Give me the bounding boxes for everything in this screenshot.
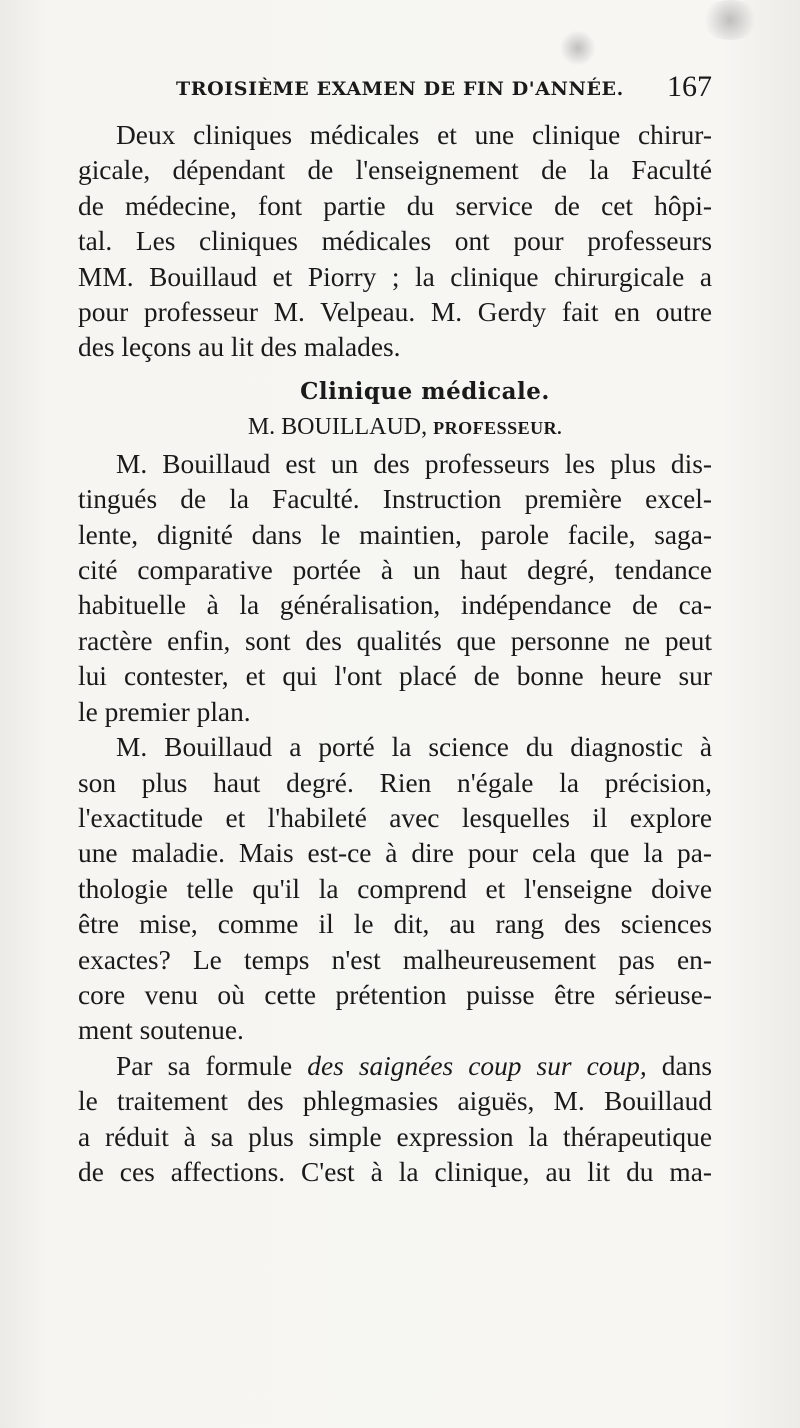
- page-number: 167: [667, 70, 712, 103]
- paragraph-intro: [78, 118, 712, 366]
- text-line: thologie telle qu'il la comprend et l'enseigne doive: [78, 873, 712, 904]
- text-line: Deux cliniques médicales et une clinique chirur-: [116, 120, 712, 150]
- text-line: lente, dignité dans le maintien, parole facile, saga-: [78, 519, 712, 550]
- professor-name: M. BOUILLAUD,: [247, 413, 428, 440]
- paragraph-diagnostic: [78, 730, 712, 1049]
- text-line: de médecine, font partie du service de cet hôpi-: [78, 190, 712, 221]
- section-heading: Clinique médicale.: [300, 377, 550, 405]
- text-line: lui contester, et qui l'ont placé de bonne heure sur: [78, 661, 712, 692]
- text-line: core venu où cette prétention puisse être sérieuse-: [78, 979, 712, 1010]
- professor-heading: [78, 409, 712, 443]
- text-line: exactes? Le temps n'est malheureusement pas en-: [78, 944, 712, 975]
- paragraph-bouillaud-portrait: [78, 447, 712, 730]
- text-line: habituelle à la généralisation, indépendance de ca-: [78, 590, 712, 621]
- text-line: pour professeur M. Velpeau. M. Gerdy fait en outre: [78, 297, 712, 328]
- text-line: son plus haut degré. Rien n'égale la précision,: [78, 767, 712, 798]
- text-line: tal. Les cliniques médicales ont pour professeurs: [78, 226, 712, 257]
- text-line: l'exactitude et l'habileté avec lesquelles il explore: [78, 802, 712, 833]
- text-line: être mise, comme il le dit, au rang des sciences: [78, 909, 712, 940]
- text-line: gicale, dépendant de l'enseignement de la Faculté: [78, 155, 712, 186]
- text-line: MM. Bouillaud et Piorry ; la clinique chirurgicale a: [78, 261, 712, 292]
- text-line: tingués de la Faculté. Instruction première excel-: [78, 484, 712, 515]
- italic-phrase: des saignées coup sur coup,: [307, 1050, 647, 1081]
- running-title: TROISIÈME EXAMEN DE FIN D'ANNÉE.: [176, 78, 624, 100]
- text-line: de ces affections. C'est à la clinique, au lit du ma-: [78, 1156, 712, 1187]
- running-head: [176, 72, 716, 106]
- text-line: des leçons au lit des malades.: [78, 332, 401, 363]
- ink-smudge: [560, 30, 596, 66]
- text-line: a réduit à sa plus simple expression la thérapeutique: [78, 1121, 712, 1152]
- body-text: [78, 118, 712, 1190]
- paragraph-saignees: [78, 1049, 712, 1191]
- text-line: le traitement des phlegmasies aiguës, M. Bouillaud: [78, 1086, 712, 1117]
- text-line: [78, 1049, 712, 1084]
- text-line: M. Bouillaud a porté la science du diagnostic à: [116, 732, 712, 763]
- professor-role: PROFESSEUR.: [433, 417, 563, 438]
- text-line: ment soutenue.: [78, 1015, 244, 1046]
- text-line: ractère enfin, sont des qualités que personne ne peut: [78, 625, 712, 656]
- text-line: cité comparative portée à un haut degré, tendance: [78, 555, 712, 586]
- ink-smudge: [700, 0, 760, 40]
- text-line: M. Bouillaud est un des professeurs les plus dis-: [116, 448, 712, 479]
- text-run: Par sa formule: [116, 1050, 308, 1081]
- text-line: le premier plan.: [78, 696, 251, 727]
- text-run: dans: [646, 1050, 712, 1081]
- text-line: une maladie. Mais est-ce à dire pour cela que la pa-: [78, 838, 712, 869]
